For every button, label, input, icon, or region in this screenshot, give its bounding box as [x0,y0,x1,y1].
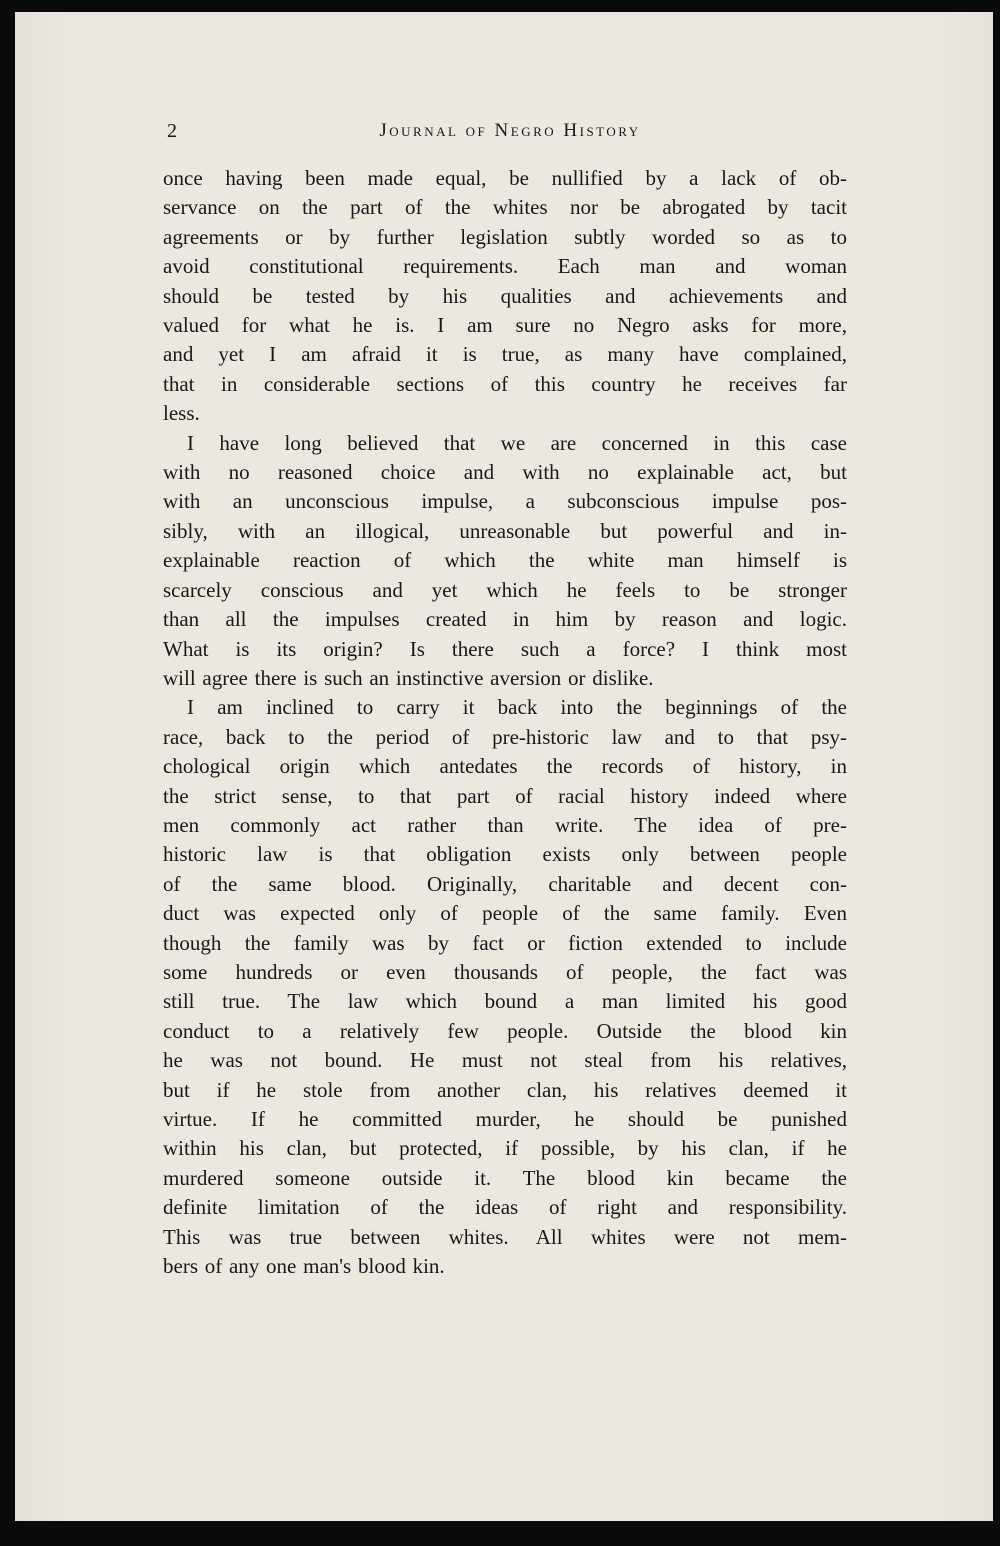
text-line: avoid constitutional requirements. Each man and woman [163,254,847,279]
paragraph [163,693,847,1281]
text-line: sibly, with an illogical, unreasonable but powerful and in- [163,518,847,543]
text-line: conduct to a relatively few people. Outside the blood kin [163,1018,847,1043]
text-line: within his clan, but protected, if possible, by his clan, if he [163,1136,847,1161]
text-line: should be tested by his qualities and achievements and [163,283,847,308]
text-line: bers of any one man's blood kin. [163,1254,445,1279]
text-line: historic law is that obligation exists only between people [163,842,847,867]
text-line: with no reasoned choice and with no explainable act, but [163,460,847,485]
text-line: race, back to the period of pre-historic law and to that psy- [163,724,847,749]
text-line: scarcely conscious and yet which he feels to be stronger [163,577,847,602]
text-line: still true. The law which bound a man limited his good [163,989,847,1014]
text-line: and yet I am afraid it is true, as many have complained, [163,342,847,367]
text-line: valued for what he is. I am sure no Negro asks for more, [163,313,847,338]
text-line: This was true between whites. All whites were not mem- [163,1224,847,1249]
text-line: he was not bound. He must not steal from his relatives, [163,1048,847,1073]
text-line: some hundreds or even thousands of people, the fact was [163,959,847,984]
text-line: definite limitation of the ideas of right and responsibility. [163,1195,847,1220]
text-line: that in considerable sections of this country he receives far [163,371,847,396]
text-line: with an unconscious impulse, a subconscious impulse pos- [163,489,847,514]
text-line: though the family was by fact or fiction extended to include [163,930,847,955]
text-line: duct was expected only of people of the same family. Even [163,901,847,926]
text-block [163,164,847,1281]
page-number: 2 [167,120,178,142]
text-line: will agree there is such an instinctive aversion or dislike. [163,665,654,690]
running-head: Journal of Negro History [379,120,641,141]
text-line: once having been made equal, be nullified by a lack of ob- [163,166,847,190]
paragraph [163,164,847,429]
text-line: less. [163,401,200,426]
text-line: than all the impulses created in him by reason and logic. [163,607,847,632]
text-line: but if he stole from another clan, his relatives deemed it [163,1077,847,1102]
paragraph [163,429,847,694]
page-paper [15,12,993,1521]
text-line: virtue. If he committed murder, he should be punished [163,1107,847,1131]
text-line: men commonly act rather than write. The idea of pre- [163,812,847,837]
text-line: of the same blood. Originally, charitable and decent con- [163,871,847,896]
text-line: explainable reaction of which the white man himself is [163,548,847,573]
page-content [163,120,847,1281]
text-line: agreements or by further legislation subtly worded so as to [163,224,847,249]
text-line: I have long believed that we are concerned in this case [187,430,847,455]
text-line: servance on the part of the whites nor be abrogated by tacit [163,195,847,220]
page-header [163,120,847,146]
text-line: the strict sense, to that part of racial history indeed where [163,783,847,808]
text-line: I am inclined to carry it back into the beginnings of the [187,695,847,720]
text-line: What is its origin? Is there such a force? I think most [163,636,847,661]
text-line: chological origin which antedates the records of history, in [163,754,847,779]
text-line: murdered someone outside it. The blood kin became the [163,1165,847,1190]
